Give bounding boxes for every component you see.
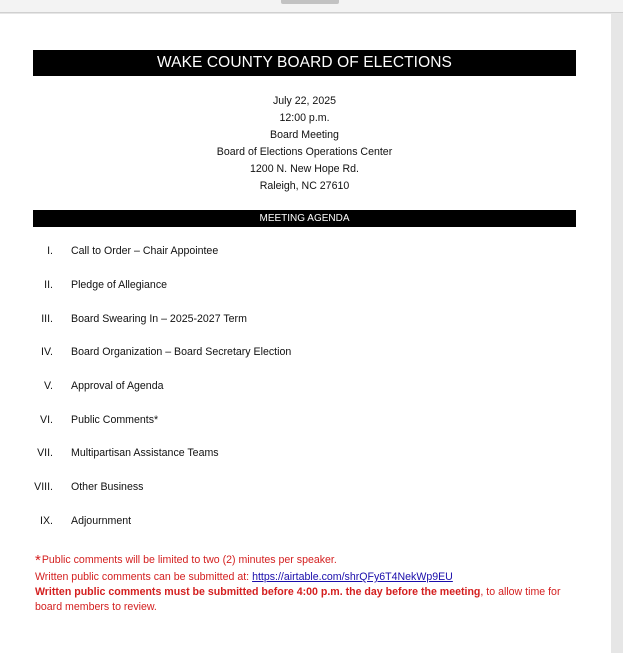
agenda-item — [0, 412, 611, 428]
comment-limit-text: Public comments will be limited to two (2) minutes per speaker. — [41, 554, 337, 566]
meeting-city: Raleigh, NC 27610 — [259, 180, 350, 192]
footnote-star: * — [35, 552, 41, 569]
agenda-item-number: III. — [41, 313, 53, 325]
deadline-note — [35, 585, 585, 615]
agenda-item-number: I. — [47, 245, 53, 257]
meeting-info — [33, 93, 576, 195]
agenda-item — [0, 513, 611, 529]
agenda-item — [0, 344, 611, 360]
agenda-item-text: Board Swearing In – 2025-2027 Term — [71, 313, 247, 325]
comment-limit-note — [35, 551, 585, 570]
meeting-type: Board Meeting — [270, 129, 339, 141]
agenda-heading: MEETING AGENDA — [33, 210, 576, 227]
agenda-item-text: Board Organization – Board Secretary Election — [71, 346, 292, 358]
agenda-item-text: Pledge of Allegiance — [71, 279, 168, 291]
agenda-item-number: VI. — [40, 414, 53, 426]
agenda-item-number: IX. — [40, 515, 53, 527]
airtable-link[interactable]: https://airtable.com/shrQFy6T4NekWp9EU — [252, 571, 453, 583]
agenda-item — [0, 243, 611, 259]
document-page — [0, 14, 611, 653]
written-comments-note — [35, 570, 585, 585]
agenda-item-text: Other Business — [71, 481, 144, 493]
agenda-item-text: Approval of Agenda — [71, 380, 164, 392]
viewer-top-bar — [0, 0, 623, 13]
agenda-item-number: IV. — [41, 346, 53, 358]
agenda-item-number: V. — [43, 380, 53, 392]
agenda-item — [0, 311, 611, 327]
document-title: WAKE COUNTY BOARD OF ELECTIONS — [33, 50, 576, 76]
agenda-item — [0, 277, 611, 293]
agenda-item-number: II. — [44, 279, 53, 291]
meeting-location: Board of Elections Operations Center — [216, 146, 393, 158]
meeting-street: 1200 N. New Hope Rd. — [250, 163, 359, 175]
deadline-rest-text: , to allow time for board members to review. — [35, 586, 561, 613]
agenda-item-text: Public Comments* — [71, 414, 159, 426]
agenda-item-number: VII. — [37, 447, 53, 459]
agenda-item — [0, 479, 611, 495]
written-comments-text: Written public comments can be submitted at: — [35, 571, 253, 583]
agenda-item — [0, 378, 611, 394]
agenda-item-text: Call to Order – Chair Appointee — [71, 245, 219, 257]
meeting-time: 12:00 p.m. — [279, 112, 330, 124]
agenda-item — [0, 445, 611, 461]
agenda-item-text: Multipartisan Assistance Teams — [71, 447, 219, 459]
public-comment-notes — [35, 551, 585, 615]
agenda-item-number: VIII. — [34, 481, 53, 493]
horizontal-scroll-thumb[interactable] — [281, 0, 339, 4]
deadline-bold-text: Written public comments must be submitted before 4:00 p.m. the day before the meeting — [35, 586, 481, 598]
agenda-item-text: Adjournment — [71, 515, 132, 527]
meeting-date: July 22, 2025 — [272, 95, 337, 107]
